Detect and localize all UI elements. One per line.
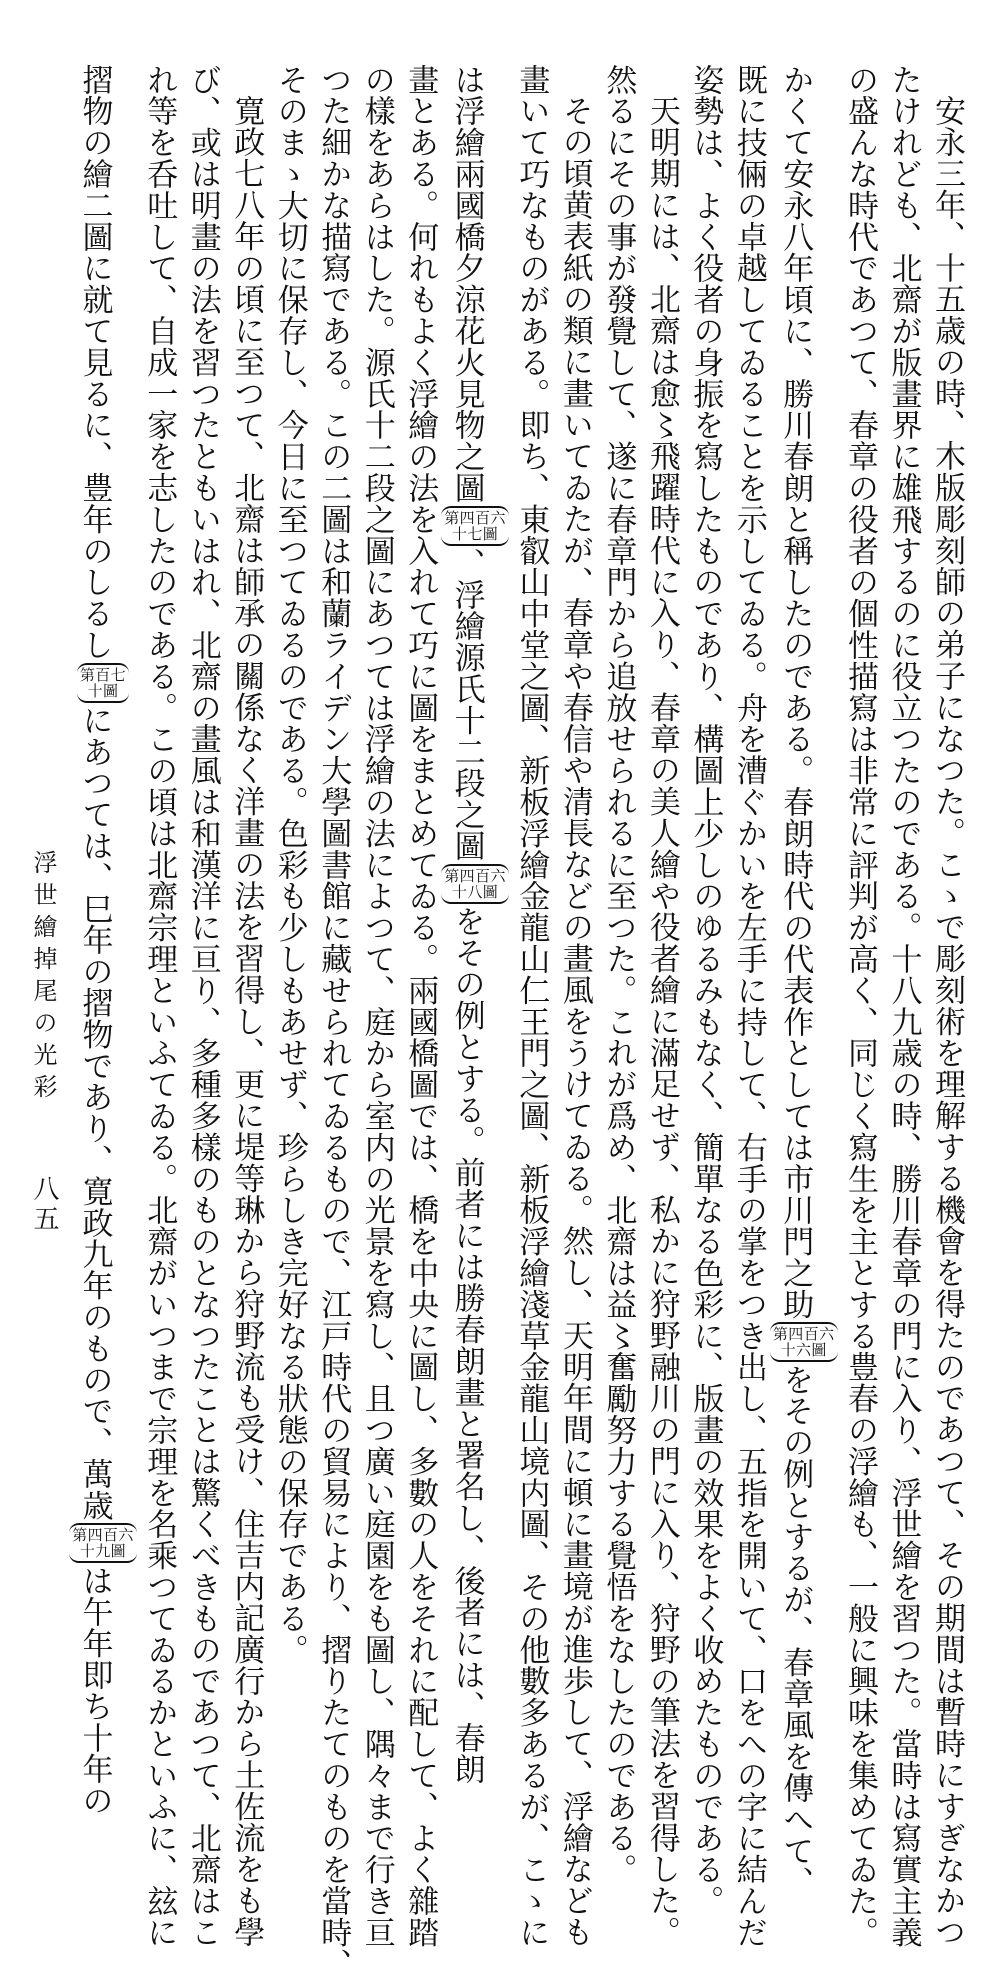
text-segment: 安永三年、十五歳の時、木版彫刻師の弟子になつた。こゝで彫刻術を理解する機會を得たのであつて、その期間は暫時にすぎなかつ	[929, 95, 965, 1948]
text-line	[137, 64, 181, 1948]
text-segment: 畫とある。何れもよく浮繪の法を入れて巧に圖をまとめてゐる。兩國橋圖では、橋を中央に圖し、多數の人をそれに配して、よく雜踏	[402, 64, 439, 1948]
figure-reference-line: 十圖	[87, 681, 119, 700]
figure-reference-line: 十九圖	[79, 1542, 127, 1561]
figure-reference-line: 第四百六	[772, 1325, 835, 1343]
text-line	[552, 64, 596, 1948]
text-line	[224, 64, 268, 1948]
figure-reference-note	[441, 864, 509, 904]
figure-reference-line: 第百七	[79, 665, 127, 684]
text-line	[925, 64, 969, 1948]
figure-reference-line: 第四百六	[444, 866, 506, 885]
text-line	[509, 64, 553, 1948]
text-segment: れ等を呑吐して、自成一家を志したのである。この頃は北齋宗理といふてゐる。北齋がいつまで宗理を名乘つてゐるかといふに、玆に	[141, 64, 178, 1948]
figure-reference-note	[770, 1322, 838, 1362]
text-segment: 寛政七八年の頃に至つて、北齋は師承の關係なく洋畫の法を習得し、更に堤等琳から狩野流も受け、住吉内記廣行から土佐流をも學	[228, 95, 265, 1948]
text-segment: の樣をあらはした。源氏十二段之圖にあつては浮繪の法によつて、庭から室内の光景を寫し、且つ廣い庭園をも圖し、隅々まで行き亘	[358, 64, 395, 1949]
text-line	[441, 64, 509, 1785]
text-line	[311, 64, 355, 1979]
text-segment: にあつては、巳年の摺物であり、寛政九年のもので、萬歳	[76, 704, 113, 1522]
running-title: 浮世繪掉尾の光彩	[29, 850, 57, 1106]
text-segment: そのまゝ大切に保存し、今日に至つてゐるのである。色彩も少しもあせず、珍らしき完好なる狀態の保存である。	[271, 64, 308, 1666]
text-segment: をその例とする。前者には勝春朗畫と署名し、後者には、春朗	[448, 905, 485, 1785]
body-text	[72, 64, 968, 1979]
figure-reference-line: 十六圖	[780, 1341, 827, 1359]
text-line	[770, 64, 838, 1898]
text-line	[683, 64, 727, 1917]
text-segment: 、浮繪源氏十二段之圖	[448, 547, 485, 862]
text-line	[881, 64, 925, 1948]
text-segment: び、或は明畫の法を習つたともいはれ、北齋の畫風は和漢洋に亘り、多種多樣のものとなつたことは驚くべきものであつて、北齋はこ	[184, 64, 221, 1948]
text-segment: 畫いて巧なものがある。即ち、東叡山中堂之圖、新板浮繪金龍山仁王門之圖、新板浮繪淺草金龍山境内圖、その他數多あるが、こゝに	[513, 64, 550, 1948]
text-segment: の盛んな時代であつて、春章の役者の個性描寫は非常に評判が高く、同じく寫生を主とする豊春の浮繪も、一般に興味を集めてゐた。	[842, 64, 878, 1948]
text-line	[398, 64, 442, 1948]
page-number: 八五	[29, 1175, 59, 1235]
text-segment: は浮繪兩國橋夕涼花火見物之圖	[448, 64, 485, 504]
figure-reference-line: 十七圖	[451, 524, 499, 543]
text-segment: 摺物の繪二圖に就て見るに、豊年のしるし	[76, 64, 113, 661]
figure-reference-note	[77, 663, 129, 703]
text-segment: は午年即ち十年の	[76, 1565, 113, 1817]
text-segment: 姿勢は、よく役者の身振を寫したものであり、構圖上少しのゆるみもなく、簡單なる色彩に、版畫の效果をよく收めたものである。	[687, 64, 724, 1917]
text-line	[838, 64, 882, 1948]
text-line	[596, 64, 640, 1886]
text-segment: つた細かな描寫である。この二圖は和蘭ライデン大學圖書館に藏せられてゐるもので、江戸時代の貿易により、摺りたてのものを當時、	[315, 64, 352, 1979]
text-line	[639, 64, 683, 1948]
text-line	[354, 64, 398, 1949]
figure-reference-line: 第四百六	[444, 508, 506, 527]
text-segment: その頃黄表紙の類に畫いてゐたが、春章や春信や清長などの畫風をうけてゐる。然し、天明年間に頓に畫境が進歩して、浮繪なども	[556, 95, 593, 1948]
text-segment: かくて安永八年頃に、勝川春朗と稱したのである。春朗時代の代表作としては市川門之助	[777, 64, 814, 1320]
figure-reference-line: 第四百六	[72, 1526, 134, 1545]
text-line	[267, 64, 311, 1666]
text-line	[69, 64, 137, 1817]
figure-reference-note	[441, 506, 509, 546]
text-line	[180, 64, 224, 1948]
figure-reference-line: 十八圖	[451, 882, 499, 901]
text-segment: をその例とするが、春章風を傳へて、	[777, 1364, 814, 1898]
text-segment: 然るにその事が發覺して、遂に春章門から追放せられるに至つた。これが爲め、北齋は益〻奮勵努力する覺悟をなしたのである。	[600, 64, 637, 1886]
text-line	[726, 64, 770, 1948]
text-segment: 既に技倆の卓越してゐることを示してゐる。舟を漕ぐかいを左手に持して、右手の掌をつき出し、五指を開いて、口をへの字に結んだ	[730, 64, 767, 1948]
text-segment: 天明期には、北齋は愈〻飛躍時代に入り、春章の美人繪や役者繪に滿足せず、私かに狩野融川の門に入り、狩野の筆法を習得した。	[643, 95, 680, 1948]
figure-reference-note	[69, 1523, 137, 1563]
text-segment: たけれども、北齋が版畫界に雄飛するのに役立つたのである。十八九歳の時、勝川春章の門に入り、浮世繪を習つた。當時は寫實主義	[885, 64, 922, 1948]
